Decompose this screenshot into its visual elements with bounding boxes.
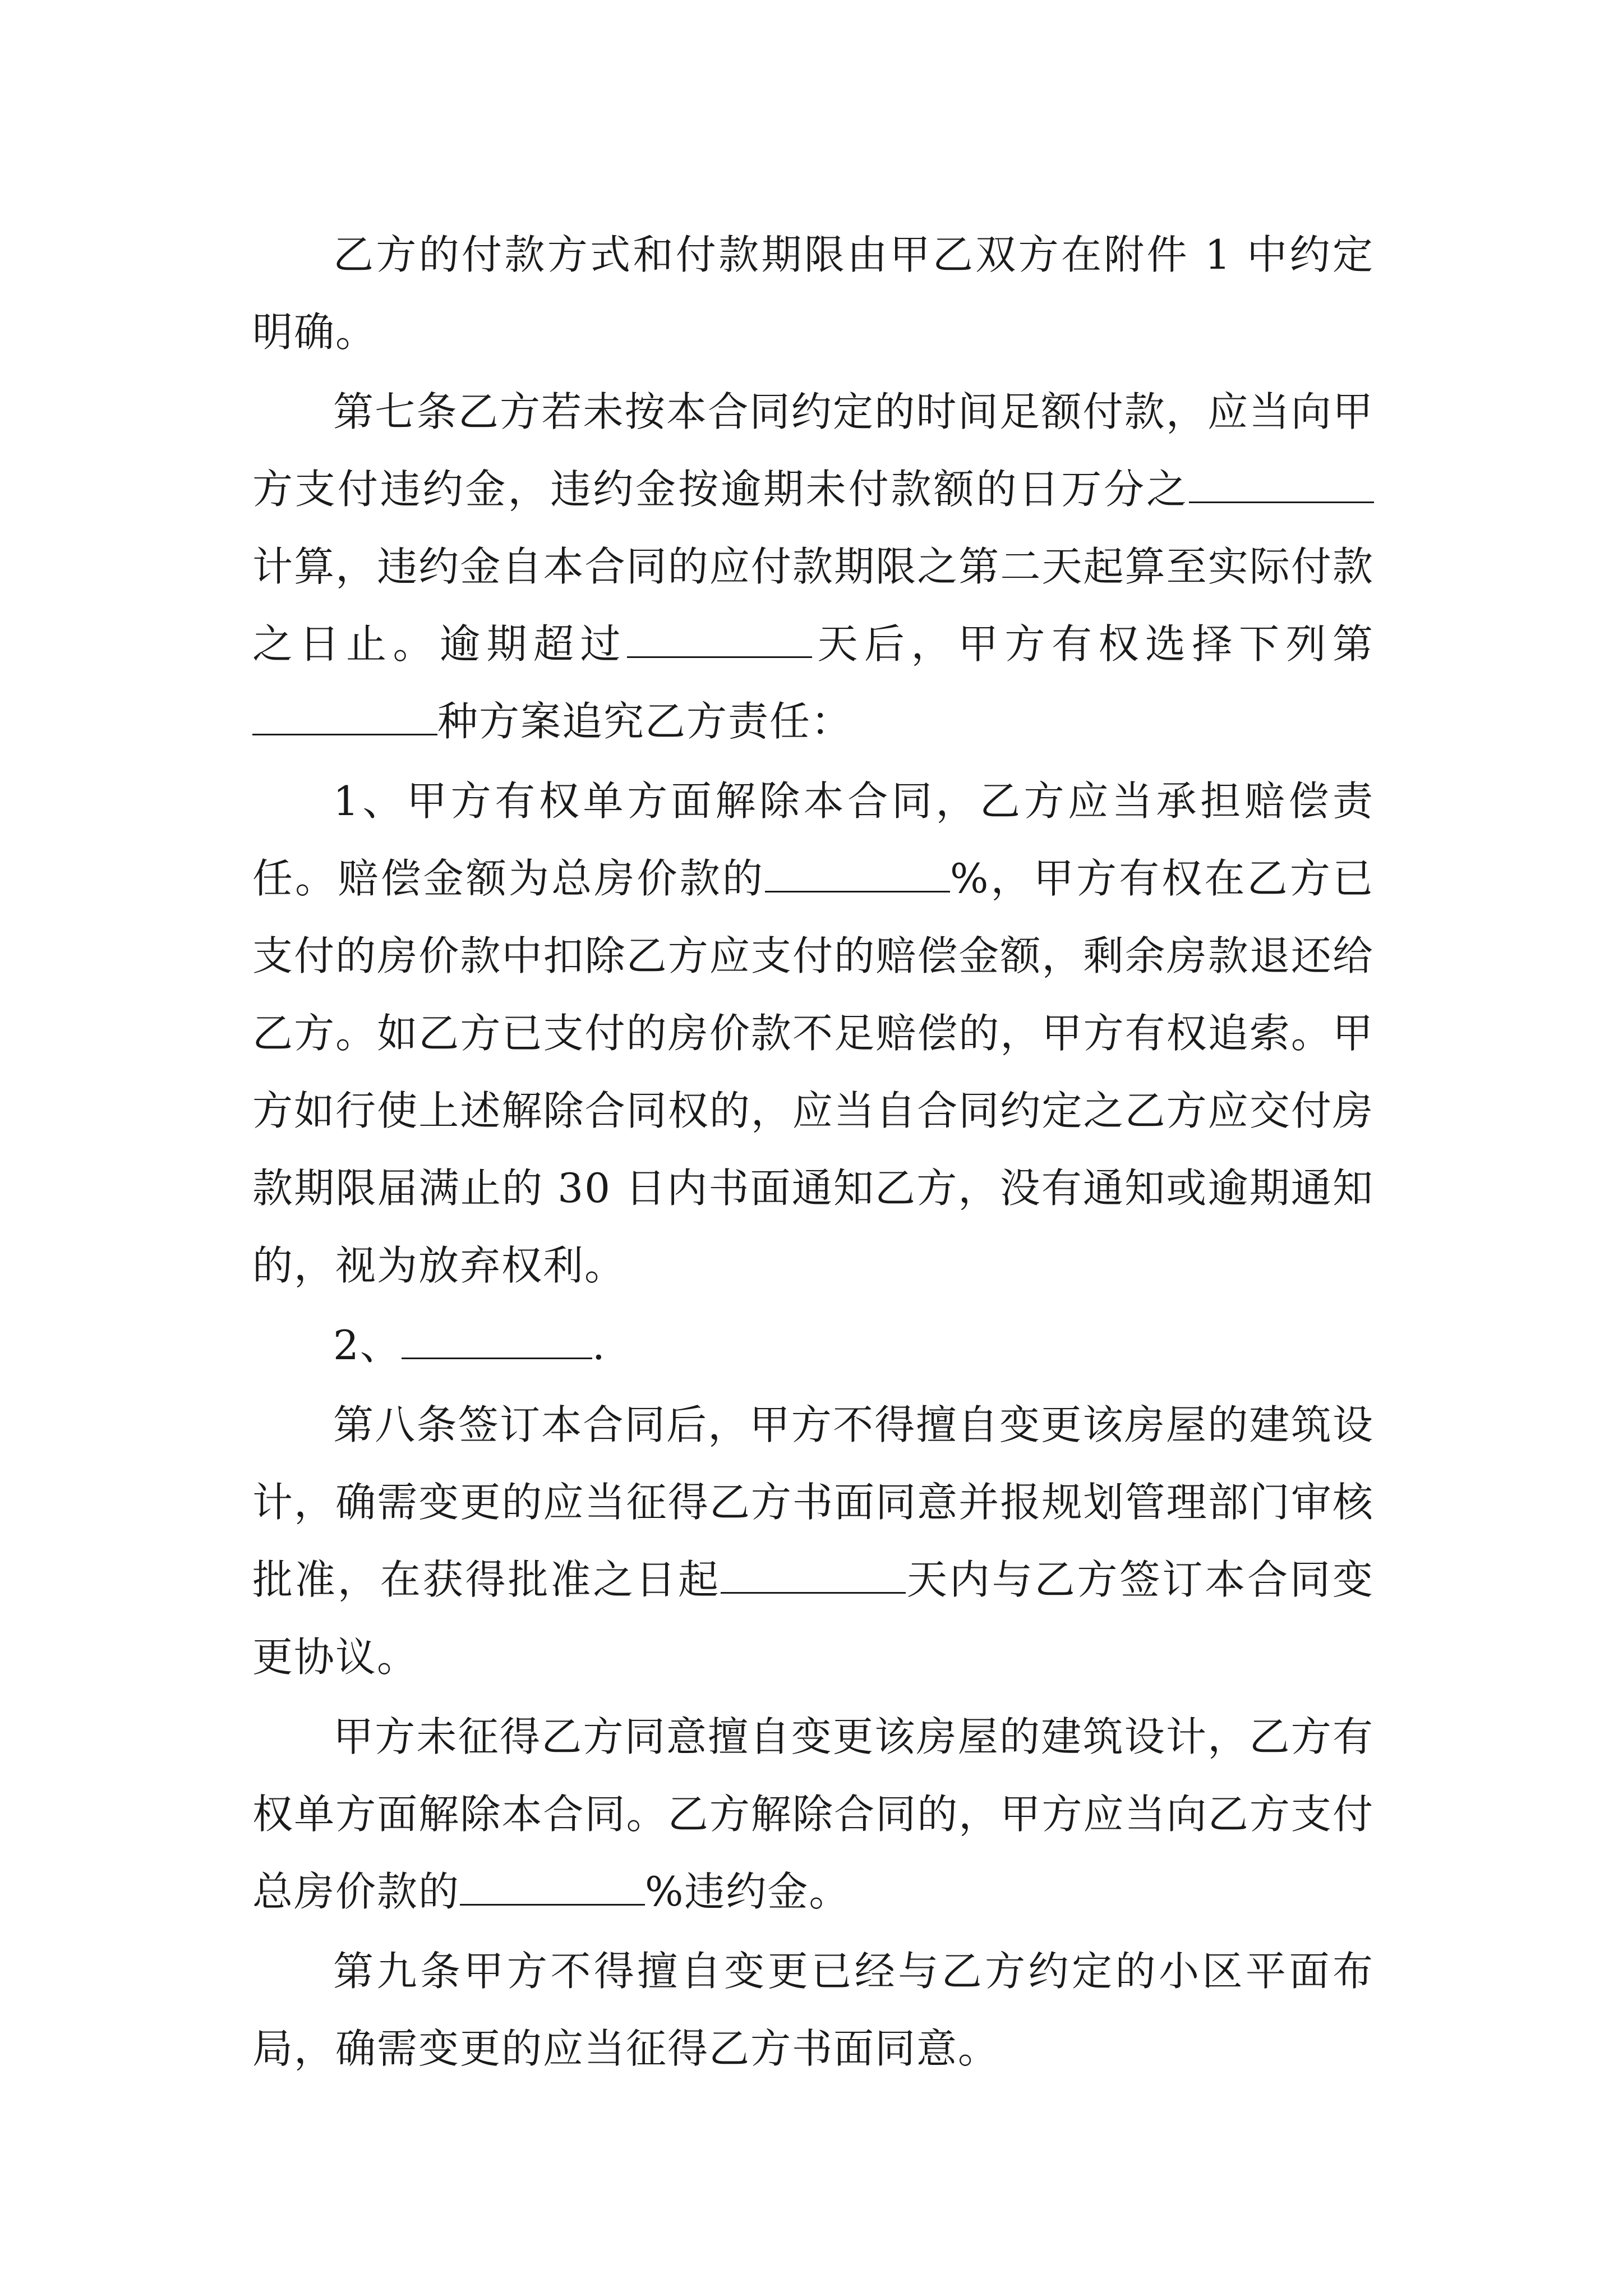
document-body <box>252 216 1374 2087</box>
paragraph-article-8: 第八条签订本合同后，甲方不得擅自变更该房屋的建筑设计，确需变更的应当征得乙方书面同意并报规划管理部门审核批准，在获得批准之日起 天内与乙方签订本合同变更协议。 <box>252 1401 1374 1681</box>
paragraph-option-1: 1、甲方有权单方面解除本合同，乙方应当承担赔偿责任。赔偿金额为总房价款的 %，甲方有权在乙方已支付的房价款中扣除乙方应支付的赔偿金额，剩余房款退还给乙方。如乙方已支付的房价款不足赔偿的，甲方有权追索。甲方如行使上述解除合同权的，应当自合同约定之乙方应交付房款期限届满止的 30 日内书面通知乙方，没有通知或逾期通知的，视为放弃权利。 <box>252 777 1374 1289</box>
blank-sign-days-field[interactable] <box>721 1558 906 1594</box>
paragraph-unauthorized-change: 甲方未征得乙方同意擅自变更该房屋的建筑设计，乙方有权单方面解除本合同。乙方解除合同的，甲方应当向乙方支付总房价款的 %违约金。 <box>252 1713 1374 1915</box>
blank-days-overdue-field[interactable] <box>627 623 812 658</box>
paragraph-payment-terms: 乙方的付款方式和付款期限由甲乙双方在附件 1 中约定明确。 <box>252 231 1374 356</box>
blank-penalty-percent-field[interactable] <box>460 1870 645 1906</box>
paragraph-option-2: 2、 . <box>333 1322 606 1369</box>
blank-option-2-field[interactable] <box>402 1324 592 1359</box>
blank-rate-field[interactable] <box>1189 468 1374 503</box>
paragraph-article-7: 第七条乙方若未按本合同约定的时间足额付款，应当向甲方支付违约金，违约金按逾期未付款额的日万分之计算，违约金自本合同的应付款期限之第二天起算至实际付款之日止。逾期超过 天后，甲方有权选择下列第种方案追究乙方责任： <box>252 388 1374 745</box>
blank-compensation-percent-field[interactable] <box>765 857 950 892</box>
blank-option-number-field[interactable] <box>252 700 437 735</box>
paragraph-article-9: 第九条甲方不得擅自变更已经与乙方约定的小区平面布局，确需变更的应当征得乙方书面同意。 <box>252 1948 1374 2072</box>
